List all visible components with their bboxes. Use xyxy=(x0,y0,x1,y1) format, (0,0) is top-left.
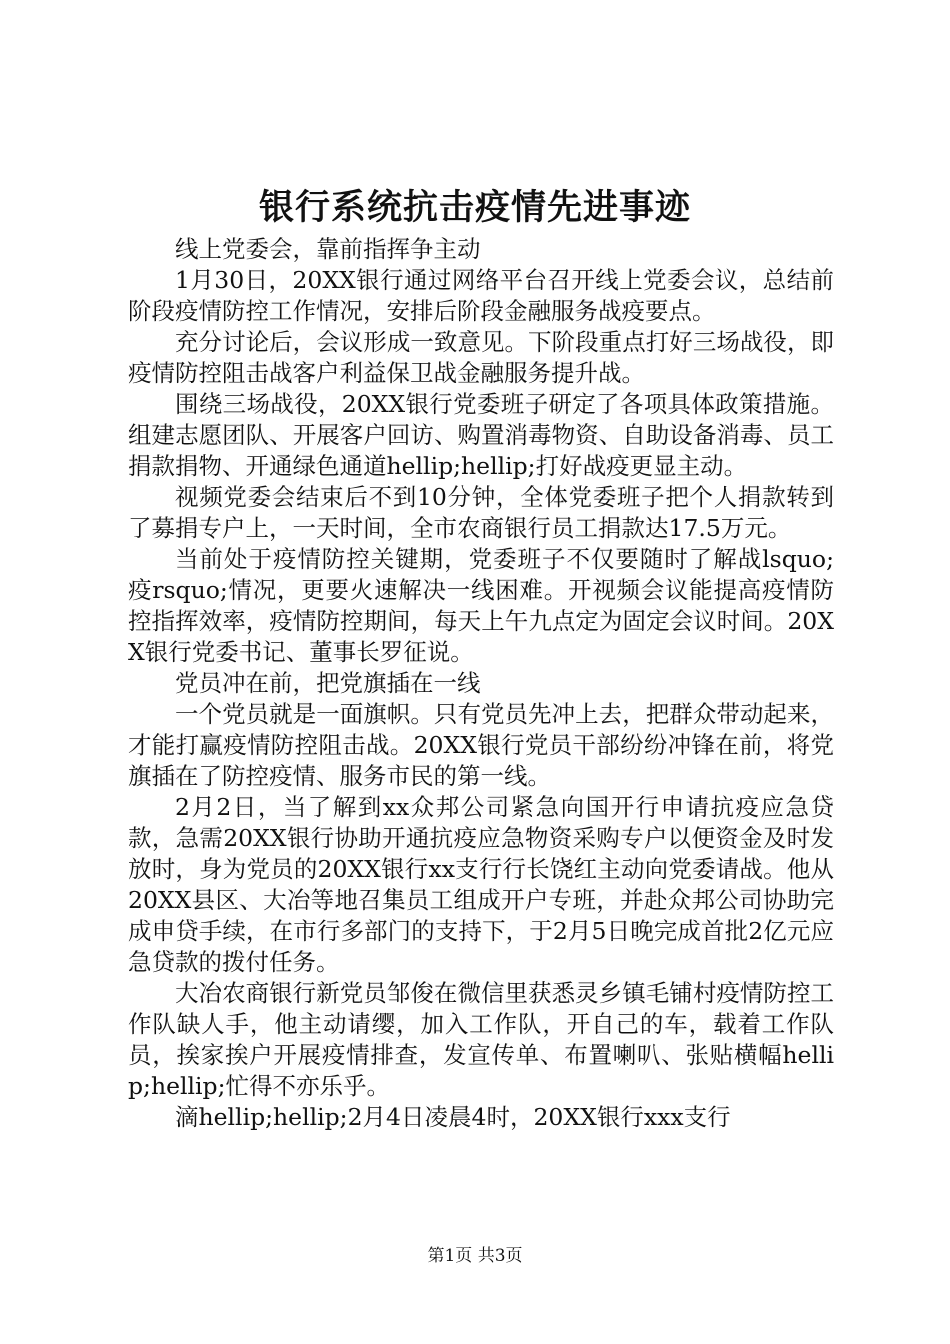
document-title: 银行系统抗击疫情先进事迹 xyxy=(258,188,691,228)
paragraph: 当前处于疫情防控关键期，党委班子不仅要随时了解战lsquo;疫rsquo;情况，更要火速解决一线困难。开视频会议能提高疫情防控指挥效率，疫情防控期间，每天上午九点定为固定会议时间。20XX银行党委书记、董事长罗征说。 xyxy=(128,545,834,666)
page-number-footer: 第1页 共3页 xyxy=(427,1246,523,1266)
paragraph: 大冶农商银行新党员邹俊在微信里获悉灵乡镇毛铺村疫情防控工作队缺人手，他主动请缨，加入工作队，开自己的车，载着工作队员，挨家挨户开展疫情排查，发宣传单、布置喇叭、张贴横幅hellip;hellip;忙得不亦乐乎。 xyxy=(128,979,834,1100)
paragraph: 围绕三场战役，20XX银行党委班子研定了各项具体政策措施。组建志愿团队、开展客户回访、购置消毒物资、自助设备消毒、员工捐款捐物、开通绿色通道hellip;hellip;打好战疫更显主动。 xyxy=(128,390,834,480)
document-body xyxy=(128,234,834,1133)
paragraph: 1月30日，20XX银行通过网络平台召开线上党委会议，总结前阶段疫情防控工作情况，安排后阶段金融服务战疫要点。 xyxy=(128,266,834,325)
section-heading: 线上党委会，靠前指挥争主动 xyxy=(175,235,481,263)
paragraph: 2月2日，当了解到xx众邦公司紧急向国开行申请抗疫应急贷款，急需20XX银行协助开通抗疫应急物资采购专户以便资金及时发放时，身为党员的20XX银行xx支行行长饶红主动向党委请战。他从20XX县区、大冶等地召集员工组成开户专班，并赴众邦公司协助完成申贷手续，在市行多部门的支持下，于2月5日晚完成首批2亿元应急贷款的拨付任务。 xyxy=(128,793,834,976)
paragraph: 充分讨论后，会议形成一致意见。下阶段重点打好三场战役，即疫情防控阻击战客户利益保卫战金融服务提升战。 xyxy=(128,328,834,387)
paragraph: 一个党员就是一面旗帜。只有党员先冲上去，把群众带动起来，才能打赢疫情防控阻击战。20XX银行党员干部纷纷冲锋在前，将党旗插在了防控疫情、服务市民的第一线。 xyxy=(128,700,834,790)
section-heading: 党员冲在前，把党旗插在一线 xyxy=(175,669,481,697)
paragraph: 视频党委会结束后不到10分钟，全体党委班子把个人捐款转到了募捐专户上，一天时间，全市农商银行员工捐款达17.5万元。 xyxy=(128,483,834,542)
paragraph: 滴hellip;hellip;2月4日凌晨4时，20XX银行xxx支行 xyxy=(175,1103,731,1131)
